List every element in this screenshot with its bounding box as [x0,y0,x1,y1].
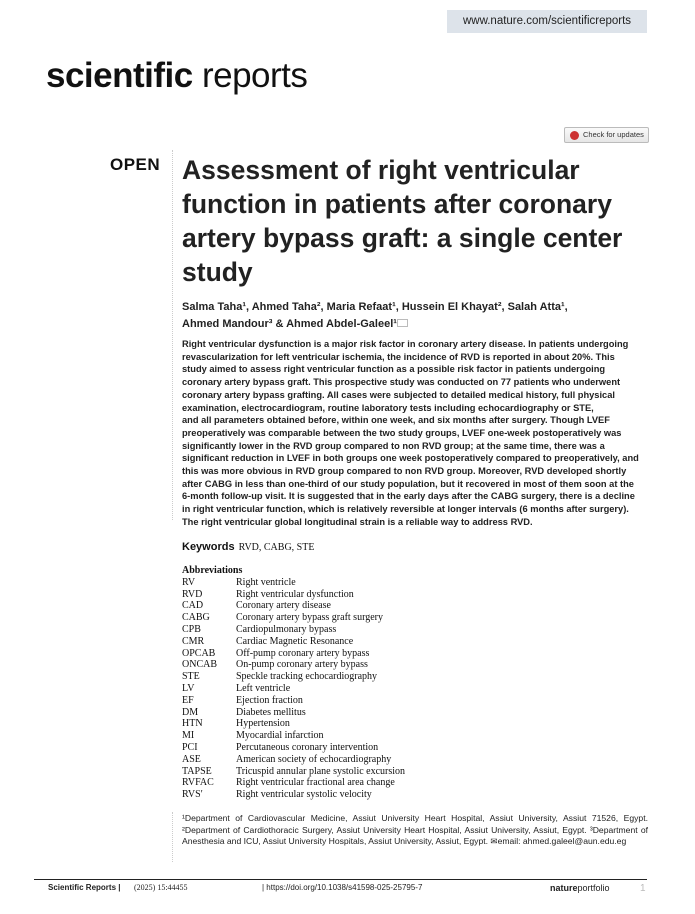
abbreviation-row [182,789,405,801]
margin-divider [172,812,173,862]
abbreviation-row [182,707,405,719]
abbreviation-row [182,754,405,766]
check-for-updates-button[interactable] [564,127,649,143]
abbreviation-definition: American society of echocardiography [236,753,392,765]
abbreviation-definition: Right ventricular systolic velocity [236,789,372,801]
check-updates-label: Check for updates [583,130,644,139]
logo-light: reports [192,56,308,95]
keywords [182,541,314,553]
abbreviation-term: TAPSE [182,765,212,777]
abstract-line: after CABG in less than one-third of our study population, but it recovered in most of them soon at the [182,478,634,489]
abbreviation-term: RV [182,576,196,588]
author-list [182,299,652,333]
authors-line: Salma Taha¹, Ahmed Taha², Maria Refaat¹, Hussein El Khayat², Salah Atta¹, [182,301,568,313]
abbreviation-term: RVD [182,588,203,600]
abbreviation-definition: Right ventricular fractional area change [236,777,395,789]
abstract-line: preoperatively was comparable between the two study groups, LVEF one-week postoperatively was [182,427,622,438]
abbreviation-definition: Off-pump coronary artery bypass [236,647,370,659]
abbreviation-row [182,695,405,707]
keywords-value: RVD, CABG, STE [238,542,315,553]
abbreviation-row [182,742,405,754]
abbreviation-row [182,777,405,789]
abbreviation-definition: Right ventricle [236,576,296,588]
abbreviation-definition: Right ventricular dysfunction [236,588,354,600]
abbreviation-term: OPCAB [182,647,216,659]
abbreviation-row [182,766,405,778]
abbreviation-term: EF [182,694,194,706]
abbreviation-row [182,730,405,742]
authors-line: Ahmed Mandour³ & Ahmed Abdel-Galeel¹ [182,318,397,330]
open-access-label: OPEN [110,155,161,174]
abbreviation-definition: Diabetes mellitus [236,706,306,718]
abbreviation-term: PCI [182,741,198,753]
footer-citation: (2025) 15:44455 [134,883,188,892]
affiliations: ¹Department of Cardiovascular Medicine, Assiut University Heart Hospital, Assiut University, Assiut 71526, Egypt. ²Department of Cardiothoracic Surgery, Assiut University Heart Hospital, Assiut University, Assiut, Egypt. ³Department of Anesthesia and ICU, Assiut University Hospitals, Assiut University, Assiut, Egypt. ✉email: ahmed.galeel@aun.edu.eg [182,813,648,846]
journal-logo [46,56,307,96]
abbreviation-row [182,671,405,683]
abbreviation-definition: Ejection fraction [236,694,303,706]
abbreviation-definition: Hypertension [236,718,290,730]
abbreviation-term: LV [182,682,195,694]
abbreviations-list [182,565,405,801]
abbreviation-term: MI [182,730,195,742]
abbreviation-term: DM [182,706,199,718]
abbreviation-row [182,648,405,660]
abstract-line: examination, electrocardiogram, routine laboratory tests including echocardiography or STE, [182,402,594,413]
abbreviations-heading: Abbreviations [182,565,243,576]
publisher-light: portfolio [577,883,610,893]
abstract-line: in right ventricular function, which is relatively reversible at longer intervals (6 months after surgery). [182,504,629,515]
abbreviation-row [182,612,405,624]
update-icon [570,131,579,140]
abbreviation-definition: Cardiac Magnetic Resonance [236,635,354,647]
page-number: 1 [640,883,646,894]
abstract-line: and all parameters obtained before, within one week, and six months after surgery. Though LVEF [182,415,610,426]
abbreviation-term: RVFAC [182,777,214,789]
abbreviation-row [182,624,405,636]
abbreviation-term: CABG [182,612,210,624]
abbreviation-definition: Speckle tracking echocardiography [236,671,378,683]
abbreviation-row [182,718,405,730]
publisher-logo [550,883,610,893]
abstract [182,338,657,529]
email-icon[interactable] [397,319,408,327]
logo-bold: scientific [46,56,193,95]
abbreviation-row [182,683,405,695]
keywords-label: Keywords [182,541,235,553]
abstract-line: 6-month follow-up visit. It is suggested that in the early days after the CABG surgery, there is a decline [182,491,635,502]
footer-rule [34,879,647,880]
abbreviation-definition: Percutaneous coronary intervention [236,741,379,753]
abbreviation-term: STE [182,671,200,683]
abbreviation-row [182,636,405,648]
publisher-bold: nature [550,883,578,893]
abbreviation-term: CAD [182,600,204,612]
abbreviation-term: CMR [182,635,205,647]
article-title: Assessment of right ventricular function in patients after coronary artery bypass graft: a single center study [182,155,623,287]
abbreviation-definition: On-pump coronary artery bypass [236,659,368,671]
abbreviation-term: RVS′ [182,789,203,801]
abbreviation-definition: Cardiopulmonary bypass [236,623,337,635]
abbreviation-definition: Tricuspid annular plane systolic excursion [236,765,406,777]
abbreviation-definition: Myocardial infarction [236,730,324,742]
abstract-line: revascularization for left ventricular ischemia, the incidence of RVD is reported in about 20%. This [182,351,615,362]
abbreviation-row [182,659,405,671]
abstract-line: significant reduction in LVEF in both groups one week postoperatively compared to preoperatively, and [182,453,639,464]
abbreviation-term: HTN [182,718,203,730]
abstract-line: this was more obvious in RVD group compared to non RVD group. Moreover, RVD developed shortly [182,466,627,477]
abbreviation-row [182,589,405,601]
abstract-line: The right ventricular global longitudinal strain is a reliable way to address RVD. [182,516,533,527]
abbreviation-term: ASE [182,753,201,765]
abstract-line: study aimed to assess right ventricular function as a possible risk factor in patients undergoing [182,364,606,375]
abstract-line: coronary artery bypass graft. This prospective study was conducted on 77 patients who underwent [182,377,621,388]
abbreviation-definition: Coronary artery bypass graft surgery [236,612,383,624]
abstract-line: significantly lower in the RVD group compared to non RVD group; at the same time, there was a [182,440,605,451]
abbreviation-definition: Coronary artery disease [236,600,331,612]
abbreviation-definition: Left ventricle [236,682,291,694]
abbreviation-term: CPB [182,623,201,635]
abstract-line: Right ventricular dysfunction is a major risk factor in coronary artery disease. In patients undergoing [182,339,629,349]
footer-doi[interactable]: | https://doi.org/10.1038/s41598-025-25795-7 [262,883,423,892]
abbreviation-row [182,577,405,589]
journal-url[interactable]: www.nature.com/scientificreports [447,10,647,33]
margin-divider [172,150,173,520]
footer-journal: Scientific Reports | [48,883,121,892]
abbreviation-row [182,600,405,612]
abstract-line: coronary artery bypass grafting. All cases were subjected to detailed medical history, full physical [182,389,615,400]
abbreviation-term: ONCAB [182,659,218,671]
